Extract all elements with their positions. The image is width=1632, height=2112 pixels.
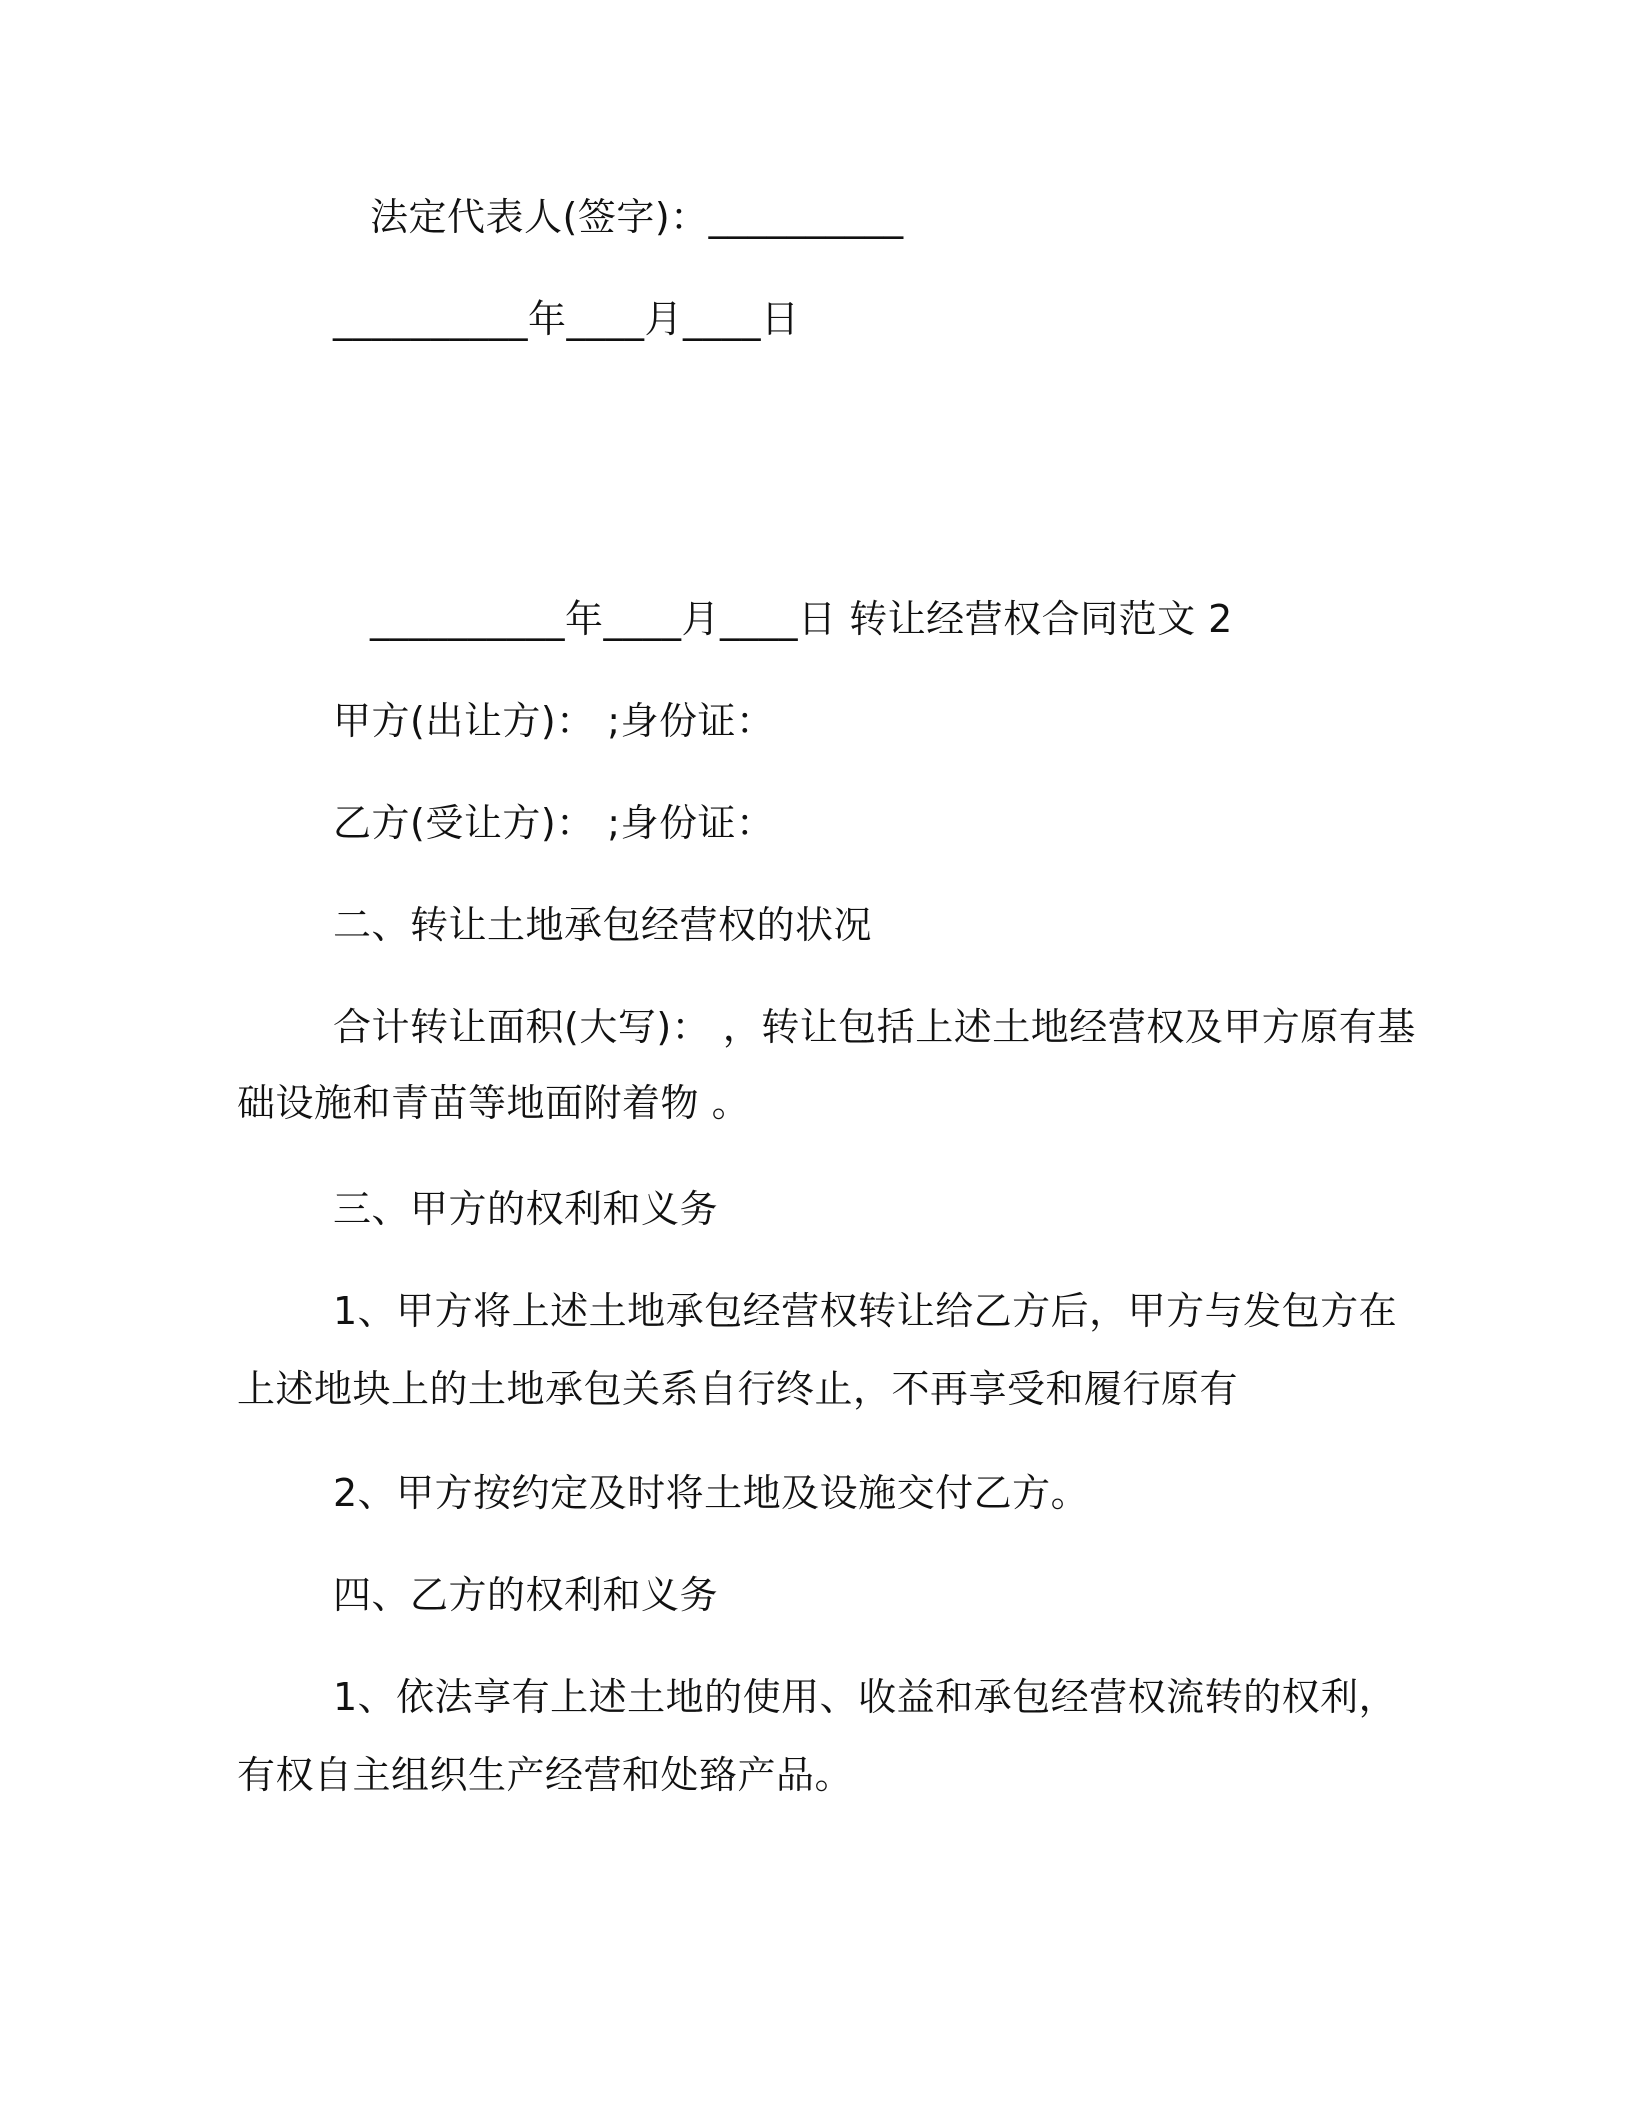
section-4-item-1-line-1: 1、依法享有上述土地的使用、收益和承包经营权流转的权利，: [333, 1675, 1398, 1719]
section-3-item-1-line-2: 上述地块上的土地承包关系自行终止，不再享受和履行原有: [237, 1367, 1239, 1411]
section-4-title: 四、乙方的权利和义务: [333, 1573, 719, 1617]
contract-heading: __________年____月____日 转让经营权合同范文 2: [370, 597, 1233, 641]
date-line: __________年____月____日: [333, 297, 800, 341]
section-4-item-1-line-2: 有权自主组织生产经营和处臵产品。: [237, 1753, 854, 1797]
signature-line: 法定代表人(签字)：__________: [370, 195, 904, 239]
section-3-item-1-line-1: 1、甲方将上述土地承包经营权转让给乙方后，甲方与发包方在: [333, 1289, 1398, 1333]
section-3-item-2: 2、甲方按约定及时将土地及设施交付乙方。: [333, 1471, 1090, 1515]
section-2-paragraph-line-2: 础设施和青苗等地面附着物 。: [237, 1081, 751, 1125]
party-a-line: 甲方(出让方)： ;身份证：: [333, 699, 775, 743]
section-2-paragraph-line-1: 合计转让面积(大写)： ，转让包括上述土地经营权及甲方原有基: [333, 1005, 1416, 1049]
party-b-line: 乙方(受让方)： ;身份证：: [333, 801, 775, 845]
section-2-title: 二、转让土地承包经营权的状况: [333, 903, 873, 947]
section-3-title: 三、甲方的权利和义务: [333, 1187, 719, 1231]
